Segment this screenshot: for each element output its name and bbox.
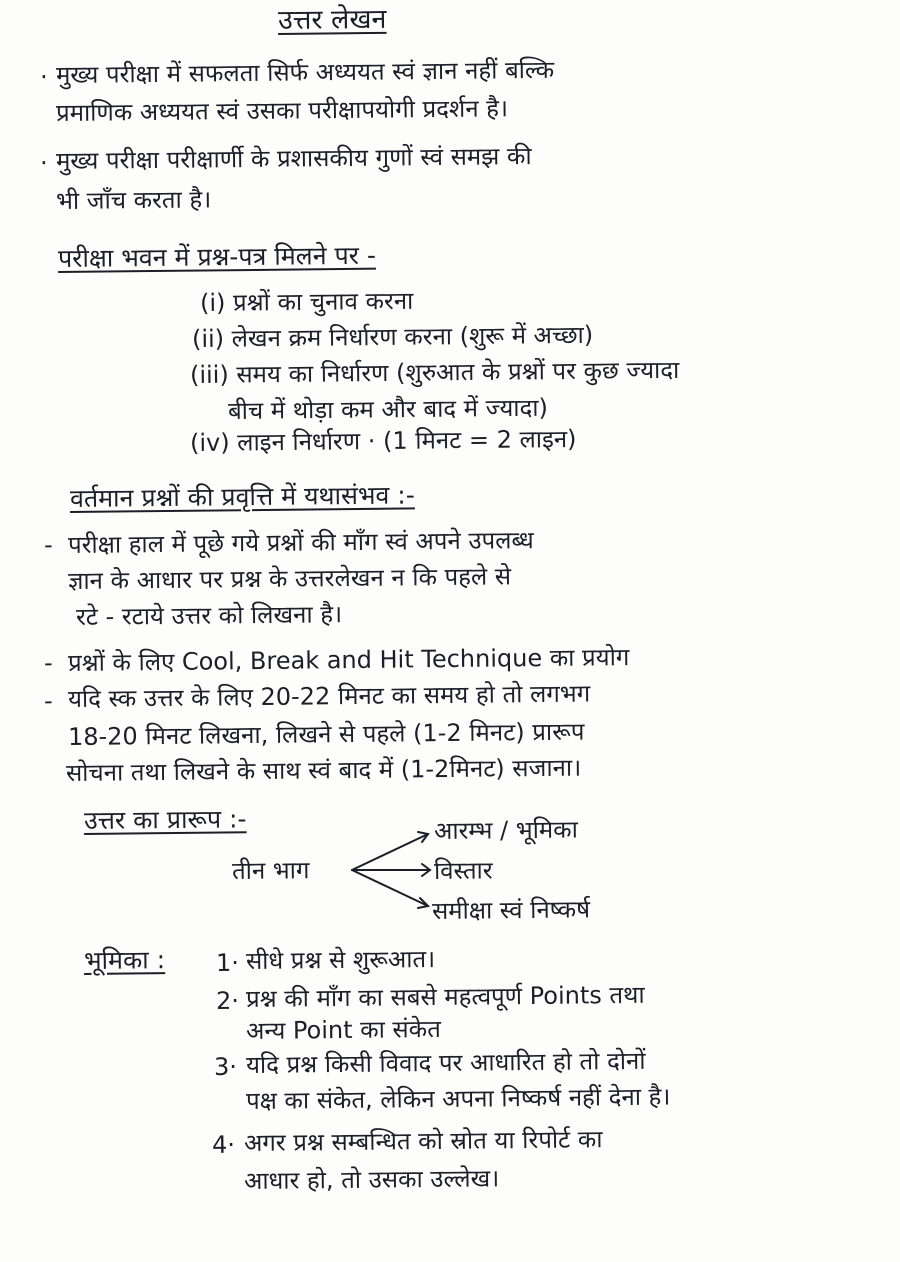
intro-section-line: सीधे प्रश्न से शुरूआत। xyxy=(245,945,436,975)
intro-section-num: 2· xyxy=(215,986,240,1015)
trend-line: रटे - रटाये उत्तर को लिखना है। xyxy=(75,600,343,631)
exam-hall-item: (i) प्रश्नों का चुनाव करना xyxy=(199,286,414,317)
intro-section-line: अगर प्रश्न सम्बन्धित को स्रोत या रिपोर्ट का xyxy=(243,1125,603,1157)
format-heading: उत्तर का प्रारूप :- xyxy=(83,804,247,835)
intro-bullet-marker: · xyxy=(39,148,48,177)
format-root: तीन भाग xyxy=(231,856,310,885)
intro-section-line: यदि प्रश्न किसी विवाद पर आधारित हो तो दोनों xyxy=(245,1046,646,1079)
trend-heading: वर्तमान प्रश्नों की प्रवृत्ति में यथासंभव :- xyxy=(69,480,415,513)
intro-bullet-marker: · xyxy=(39,62,48,91)
intro-section-num: 1· xyxy=(215,948,240,977)
format-branch: विस्तार xyxy=(433,856,493,885)
intro-section-line: आधार हो, तो उसका उल्लेख। xyxy=(243,1164,500,1195)
trend-dash: - xyxy=(43,648,53,677)
intro-section-heading: भूमिका : xyxy=(83,945,166,975)
trend-line: परीक्षा हाल में पूछे गये प्रश्नों की माँग स्वं अपने उपलब्ध xyxy=(67,526,534,559)
format-branch: समीक्षा स्वं निष्कर्ष xyxy=(431,895,591,925)
intro-bullet-line: मुख्य परीक्षा में सफलता सिर्फ अध्ययत स्वं ज्ञान नहीं बल्कि xyxy=(55,55,555,89)
intro-section-line: पक्ष का संकेत, लेकिन अपना निष्कर्ष नहीं देना है। xyxy=(245,1082,671,1115)
arrow-to-branch-1 xyxy=(352,834,428,870)
trend-dash: - xyxy=(43,530,53,559)
format-branch: आरम्भ / भूमिका xyxy=(433,815,578,845)
intro-bullet-line: प्रमाणिक अध्ययत स्वं उसका परीक्षापयोगी प्रदर्शन है। xyxy=(55,94,509,127)
trend-line: 18-20 मिनट लिखना, लिखने से पहले (1-2 मिनट) प्रारूप xyxy=(67,717,585,751)
exam-hall-item: (iv) लाइन निर्धारण · (1 मिनट = 2 लाइन) xyxy=(189,424,577,457)
intro-bullet-line: भी जाँच करता है। xyxy=(55,185,212,215)
exam-hall-item: बीच में थोड़ा कम और बाद में ज्यादा) xyxy=(227,393,549,425)
intro-section-num: 3· xyxy=(213,1052,238,1081)
trend-line: सोचना तथा लिखने के साथ स्वं बाद में (1-2मिनट) सजाना। xyxy=(65,753,582,787)
exam-hall-item: (ii) लेखन क्रम निर्धारण करना (शुरू में अच्छा) xyxy=(191,320,594,353)
page-title: उत्तर लेखन xyxy=(277,3,387,36)
trend-line: प्रश्नों के लिए Cool, Break and Hit Technique का प्रयोग xyxy=(67,643,630,677)
trend-line: ज्ञान के आधार पर प्रश्न के उत्तरलेखन न कि पहले से xyxy=(67,562,512,595)
trend-dash: - xyxy=(43,686,53,715)
exam-hall-heading: परीक्षा भवन में प्रश्न-पत्र मिलने पर - xyxy=(57,240,377,273)
trend-line: यदि स्क उत्तर के लिए 20-22 मिनट का समय हो तो लगभग xyxy=(67,679,591,713)
intro-section-line: अन्य Point का संकेत xyxy=(245,1014,441,1045)
arrow-to-branch-3 xyxy=(352,870,428,906)
intro-bullet-line: मुख्य परीक्षा परीक्षार्णी के प्रशासकीय गुणों स्वं समझ की xyxy=(55,142,532,175)
intro-section-line: प्रश्न की माँग का सबसे महत्वपूर्ण Points तथा xyxy=(245,980,645,1013)
exam-hall-item: (iii) समय का निर्धारण (शुरुआत के प्रश्नों पर कुछ ज्यादा xyxy=(189,355,680,389)
intro-section-num: 4· xyxy=(211,1130,236,1159)
